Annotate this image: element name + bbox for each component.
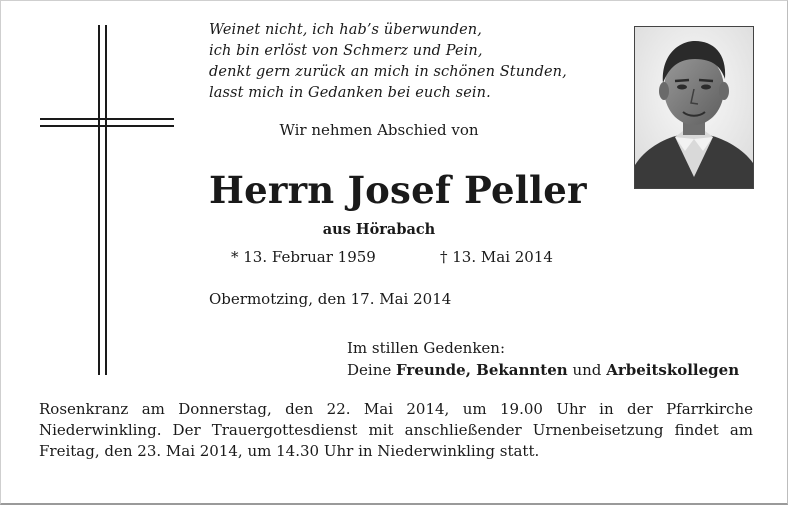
mourners-group: Arbeitskollegen xyxy=(606,361,740,379)
service-notice: Rosenkranz am Donnerstag, den 22. Mai 2014, um 19.00 Uhr in der Pfarrkirche Niederwinkling. Der Trauergottesdienst mit anschließender Urnenbeisetzung findet am Freitag, den 23. Mai 2014, um 14.30 Uhr in Niederwinkling statt. xyxy=(39,400,753,460)
poem-line: denkt gern zurück an mich in schönen Stunden, xyxy=(209,64,567,80)
memory-line: Im stillen Gedenken: xyxy=(347,339,506,357)
poem-line: ich bin erlöst von Schmerz und Pein, xyxy=(209,43,483,59)
cross-icon xyxy=(0,0,200,380)
farewell-intro: Wir nehmen Abschied von xyxy=(279,121,479,139)
mourners-group: Freunde, Bekannten xyxy=(396,361,568,379)
birth-date: * 13. Februar 1959 xyxy=(231,248,376,266)
place-and-date: Obermotzing, den 17. Mai 2014 xyxy=(209,290,452,308)
poem-line: lasst mich in Gedanken bei euch sein. xyxy=(209,85,491,101)
memory-mourners xyxy=(347,359,739,381)
death-date: † 13. Mai 2014 xyxy=(440,248,553,266)
mourners-conjunction: und xyxy=(572,361,602,379)
poem-line: Weinet nicht, ich hab’s überwunden, xyxy=(209,22,482,38)
deceased-name: Herrn Josef Peller xyxy=(209,168,587,212)
portrait-photo xyxy=(634,26,754,189)
mourners-prefix: Deine xyxy=(347,361,392,379)
origin: aus Hörabach xyxy=(322,221,436,238)
memory-signature xyxy=(347,337,739,381)
poem xyxy=(209,20,567,104)
portrait-image xyxy=(635,27,753,188)
